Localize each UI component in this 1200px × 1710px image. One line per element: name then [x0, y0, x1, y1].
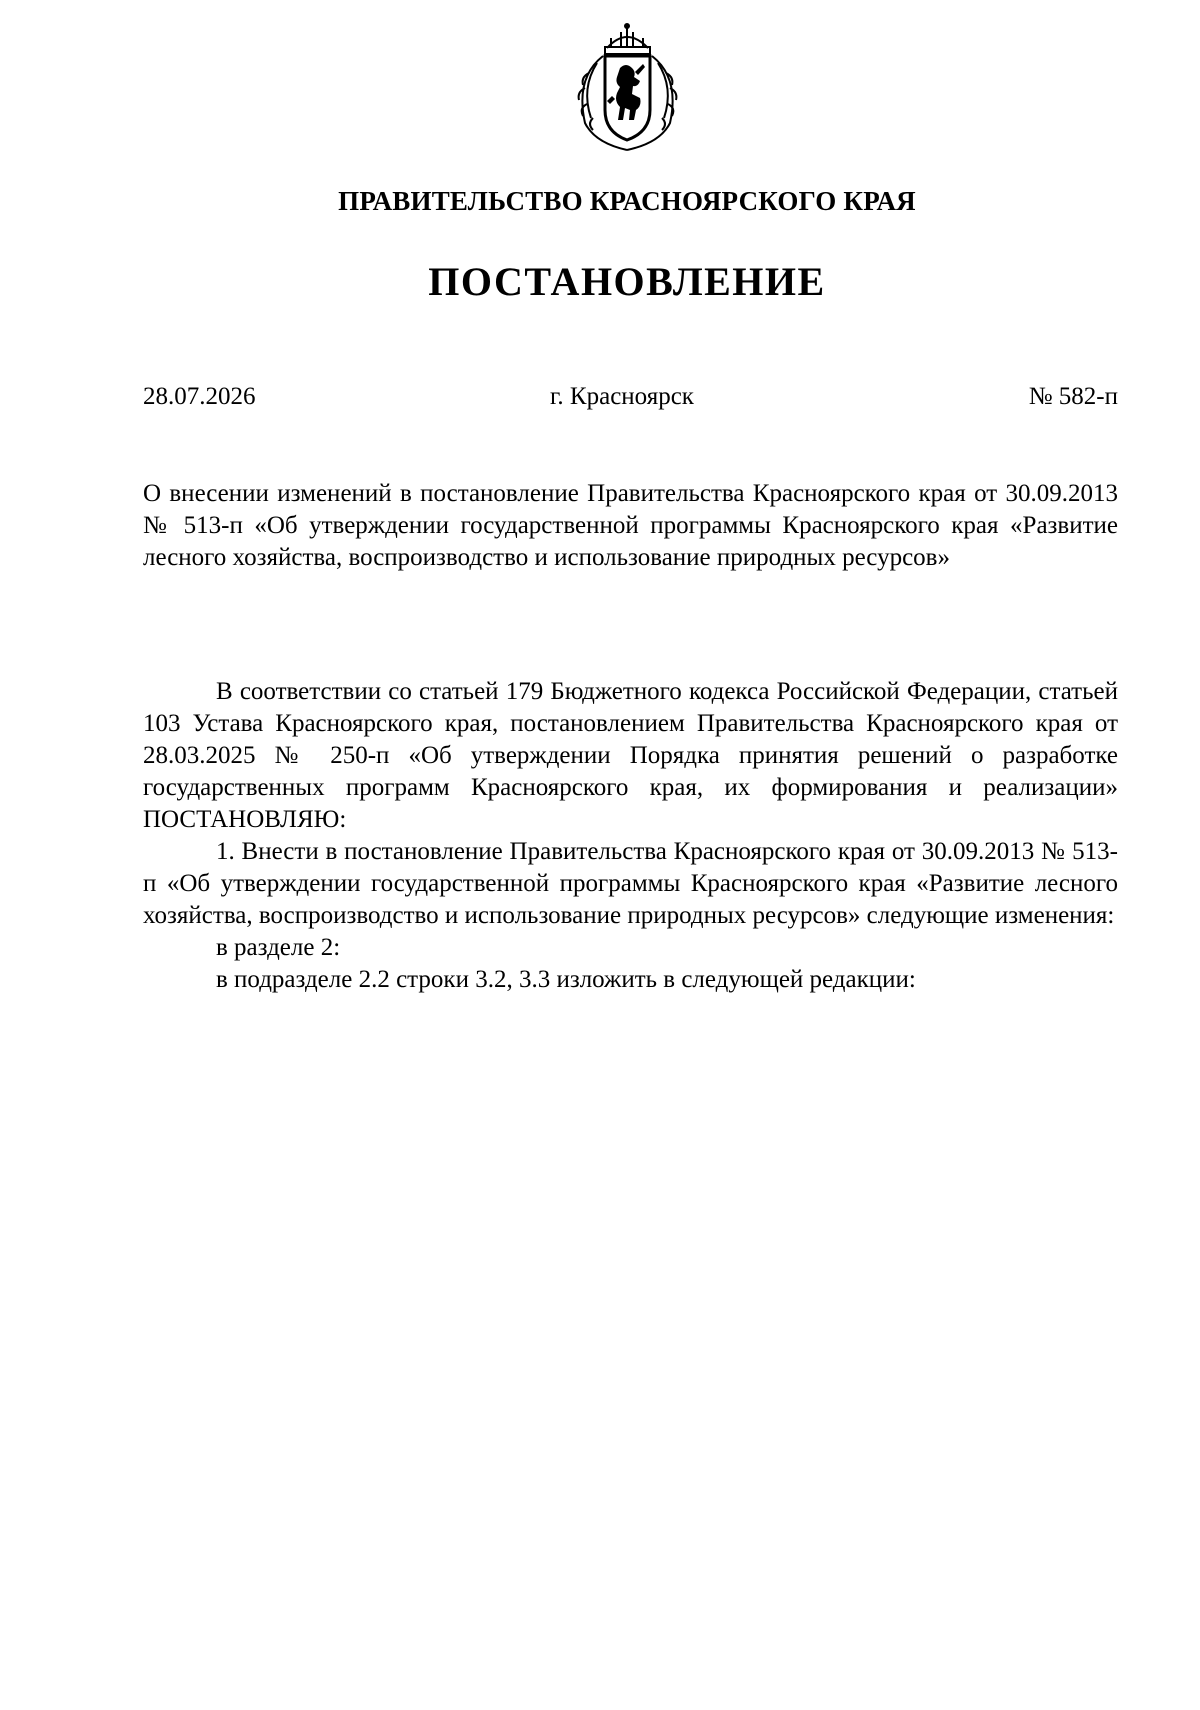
body-paragraph: в разделе 2:: [216, 934, 341, 961]
document-number: № 582-п: [1028, 383, 1118, 410]
body-paragraph: в подразделе 2.2 строки 3.2, 3.3 изложить в следующей редакции:: [216, 966, 916, 993]
body-paragraph: 1. Внести в постановление Правительства Красноярского края от 30.09.2013 № 513-п «Об утверждении государственной программы Красноярского края «Развитие лесного хозяйства, воспроизводство и использование природных ресурсов» следующие изменения:: [143, 838, 1118, 929]
document-date: 28.07.2026: [143, 383, 256, 410]
document-body: [143, 676, 1118, 996]
document-subject: О внесении изменений в постановление Правительства Красноярского края от 30.09.2013 № 513-п «Об утверждении государственной программы Красноярского края «Развитие лесного хозяйства, воспроизводство и использование природных ресурсов»: [143, 480, 1118, 571]
body-paragraph: В соответствии со статьей 179 Бюджетного кодекса Российской Федерации, статьей 103 Устава Красноярского края, постановлением Правительства Красноярского края от 28.03.2025 № 250-п «Об утверждении Порядка принятия решений о разработке государственных программ Красноярского края, их формирования и реализации» ПОСТАНОВЛЯЮ:: [143, 678, 1118, 833]
document-type-title: ПОСТАНОВЛЕНИЕ: [428, 259, 826, 304]
coat-of-arms-icon: [565, 18, 690, 156]
document-city: г. Красноярск: [550, 383, 694, 410]
organization-title: ПРАВИТЕЛЬСТВО КРАСНОЯРСКОГО КРАЯ: [338, 186, 916, 216]
